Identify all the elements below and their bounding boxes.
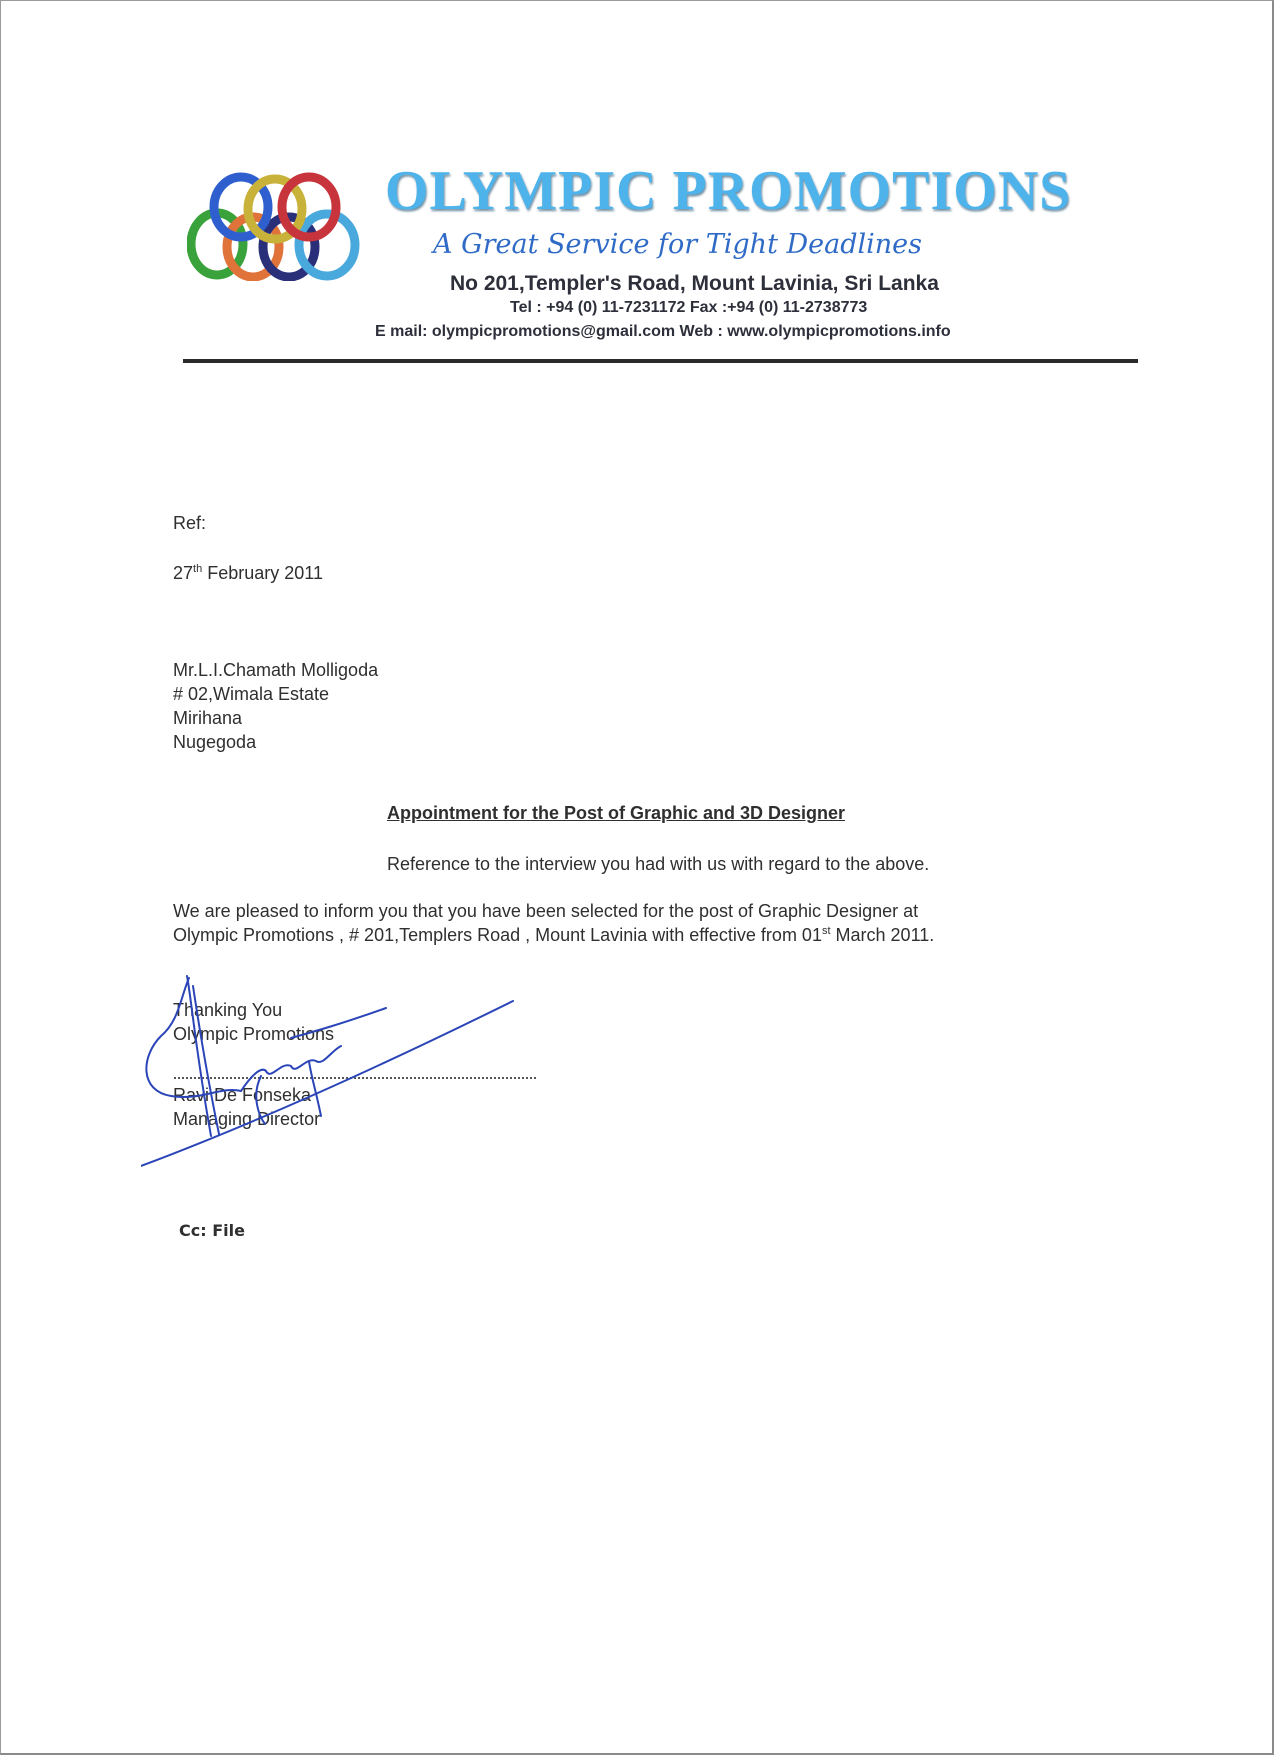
- company-tagline: A Great Service for Tight Deadlines: [433, 229, 923, 260]
- recipient-area: Mirihana: [173, 708, 243, 728]
- cc-line: Cc: File: [179, 1221, 245, 1240]
- letter-intro: Reference to the interview you had with us with regard to the above.: [387, 854, 930, 874]
- letterhead-divider: [183, 359, 1138, 363]
- company-phone-fax: Tel : +94 (0) 11-7231172 Fax :+94 (0) 11-2738773: [510, 299, 868, 316]
- signatory-name: Ravi De Fonseka: [173, 1085, 312, 1105]
- date-day: 27: [173, 563, 194, 583]
- body-line-1: We are pleased to inform you that you have been selected for the post of Graphic Designer at: [173, 901, 919, 921]
- letter-subject: Appointment for the Post of Graphic and 3D Designer: [387, 803, 846, 823]
- date-rest: February 2011: [202, 563, 323, 583]
- recipient-name: Mr.L.I.Chamath Molligoda: [173, 660, 379, 680]
- company-email-web: E mail: olympicpromotions@gmail.com Web : www.olympicpromotions.info: [375, 323, 951, 340]
- handwritten-signature: [141, 966, 541, 1176]
- closing-company: Olympic Promotions: [173, 1024, 335, 1044]
- letter-date: [173, 563, 323, 584]
- ref-label: Ref:: [173, 513, 207, 533]
- recipient-street: # 02,Wimala Estate: [173, 684, 330, 704]
- date-suffix: th: [193, 563, 203, 575]
- recipient-city: Nugegoda: [173, 732, 257, 752]
- interlocking-rings-logo: [187, 169, 365, 281]
- body-line-2: [173, 925, 934, 946]
- body-line-2-text: Olympic Promotions , # 201,Templers Road , Mount Lavinia with effective from 01: [173, 925, 822, 945]
- body-line-2-end: March 2011.: [830, 925, 935, 945]
- signatory-title: Managing Director: [173, 1109, 321, 1129]
- closing-thanks: Thanking You: [173, 1000, 283, 1020]
- body-line-2-suffix: st: [821, 925, 831, 937]
- recipient-address: [173, 658, 378, 754]
- company-address: No 201,Templer's Road, Mount Lavinia, Sri Lanka: [450, 272, 939, 295]
- company-name: OLYMPIC PROMOTIONS: [385, 160, 1072, 222]
